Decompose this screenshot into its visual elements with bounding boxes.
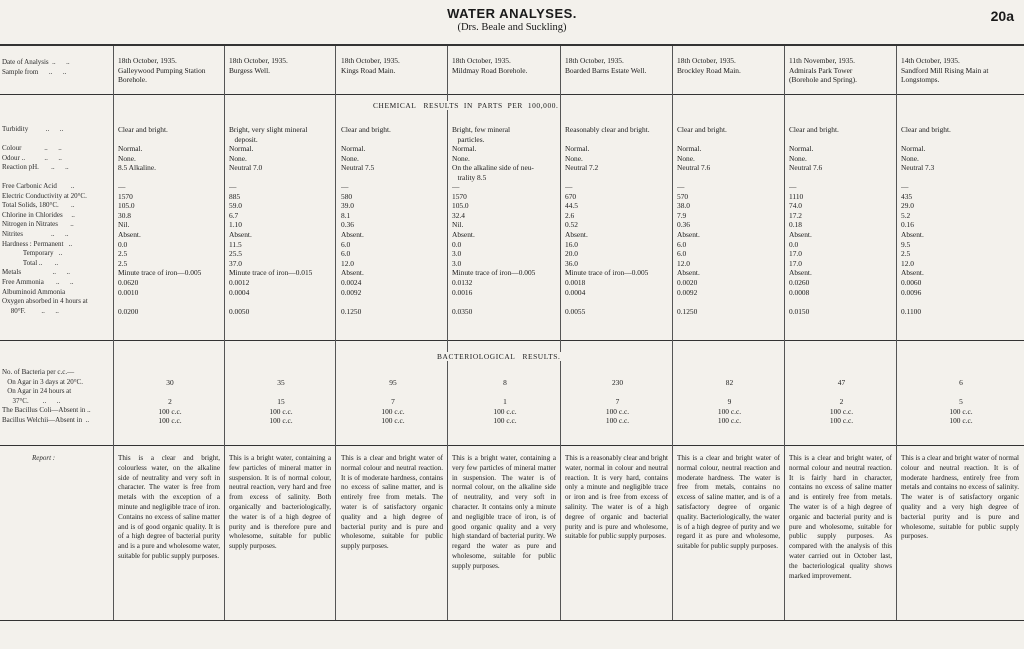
bacterial-results: 82 9 100 c.c. 100 c.c. [717, 378, 742, 426]
chemical-labels: Free Carbonic Acid .. Electric Conductivity at 20°C. Total Solids, 180°C. .. Chlorine in Chlorides .. Nitrogen in Nitrates .. Nitrites .. .. Hardness : Permanent .. Temporary .. Total .. .. Metals .. .. Free Ammonia .. .. Albuminoid Ammonia Oxygen absorbed in 4 hours at 80°F. .. .. [2, 182, 88, 315]
sample-header: 18th October, 1935. Boarded Barns Estate Well. [565, 56, 647, 75]
report-label: Report : [32, 454, 56, 462]
sample-header: 18th October, 1935. Burgess Well. [229, 56, 288, 75]
chemical-section-heading: CHEMICAL RESULTS IN PARTS PER 100,000. [373, 101, 559, 110]
report-text: This is a clear and bright water, of normal colour and neutral reaction. It is fairly hard in character, contains no excess of saline matter and is entirely free from metals. The water is of a high degree of organic and bacterial purity and is pure and wholesome, suitable for public supply purposes. As compared with the analysis of this water carried out in October last, the bacteriological quality shows marked improvement. [789, 454, 892, 580]
chemical-rule [0, 340, 1024, 341]
sample-header: 18th October, 1935. Galleywood Pumping Station Borehole. [118, 56, 206, 85]
chemical-results: — 670 44.5 2.6 0.52 Absent. 16.0 20.0 36.0 Minute trace of iron—0.005 0.0018 0.0004 0.0055 [565, 182, 649, 316]
physical-results: Clear and bright. Normal. None. Neutral 7.6 [677, 125, 727, 173]
page-title: WATER ANALYSES. [447, 6, 577, 21]
bacterial-results: 47 2 100 c.c. 100 c.c. [829, 378, 854, 426]
bacterial-results: 95 7 100 c.c. 100 c.c. [381, 378, 405, 426]
bacterial-results: 230 7 100 c.c. 100 c.c. [605, 378, 630, 426]
physical-results: Clear and bright. Normal. None. Neutral 7.6 [789, 125, 839, 173]
report-text: This is a bright water, containing a few particles of mineral matter in suspension. It is of normal colour, neutral reaction, very hard and free from excess of salinity. Both organically and bacteriologically, the water is of a high degree of purity and is therefore pure and wholesome, suitable for public supply purposes. [229, 454, 331, 551]
top-rule [0, 44, 1024, 46]
bacterial-rule [0, 445, 1024, 446]
column-rule [447, 46, 448, 620]
sample-header: 18th October, 1935. Brockley Road Main. [677, 56, 741, 75]
report-text: This is a clear and bright water of normal colour and neutral reaction. It is of moderate hardness, entirely free from metals and contains no excess of salinity. The water is of satisfactory organic quality and a very high degree of bacterial purity and is pure and wholesome, suitable for public supply purposes. [901, 454, 1019, 541]
column-rule [335, 46, 336, 620]
bacterial-results: 6 5 100 c.c. 100 c.c. [949, 378, 973, 426]
physical-results: Clear and bright. Normal. None. Neutral 7.3 [901, 125, 951, 173]
physical-results: Bright, very slight mineral deposit. Normal. None. Neutral 7.0 [229, 125, 308, 173]
column-rule [560, 46, 561, 620]
chemical-results: — 885 59.0 6.7 1.10 Absent. 11.5 25.5 37.0 Minute trace of iron—0.015 0.0012 0.0004 0.0050 [229, 182, 313, 316]
chemical-results: — 435 29.0 5.2 0.16 Absent. 9.5 2.5 12.0 Absent. 0.0060 0.0096 0.1100 [901, 182, 924, 316]
chemical-results: — 1570 105.0 30.8 Nil. Absent. 0.0 2.5 2.5 Minute trace of iron—0.005 0.0620 0.0010 0.0200 [118, 182, 202, 316]
bacterial-results: 8 1 100 c.c. 100 c.c. [493, 378, 517, 426]
report-text: This is a clear and bright water of normal colour and neutral reaction. It is of moderate hardness, contains no excess of saline matter, and is entirely free from metals. The water is of satisfactory organic quality and a high degree of bacterial purity and is pure and wholesome, suitable for public supply purposes. [341, 454, 443, 551]
report-text: This is a clear and bright water of normal colour, neutral reaction and moderate hardness. The water is free from metals, contains no excess of saline matter, and is of a satisfactory degree of organic quality. Bacteriologically, the water is of a high degree of purity and we regard it as pure and wholesome, suitable for public supply purposes. [677, 454, 780, 551]
physical-results: Clear and bright. Normal. None. 8.5 Alkaline. [118, 125, 168, 173]
column-rule [784, 46, 785, 620]
bacterial-labels: No. of Bacteria per c.c.— On Agar in 3 days at 20°C. On Agar in 24 hours at 37°C. .. .. The Bacillus Coli—Absent in .. Bacillus Welchii—Absent in .. [2, 368, 91, 424]
bacterial-results: 35 15 100 c.c. 100 c.c. [269, 378, 293, 426]
date-sample-labels: Date of Analysis .. .. Sample from .. .. [2, 58, 70, 76]
column-rule [113, 46, 114, 620]
column-rule [224, 46, 225, 620]
physical-labels: Turbidity .. .. Colour .. .. Odour .. .. .. Reaction pH. .. .. [2, 125, 69, 172]
bacterial-results: 30 2 100 c.c. 100 c.c. [158, 378, 182, 426]
chemical-results: — 570 38.0 7.9 0.36 Absent. 6.0 6.0 12.0 Absent. 0.0020 0.0092 0.1250 [677, 182, 700, 316]
report-text: This is a bright water, containing a very few particles of mineral matter in suspension. The water is of normal colour, on the alkaline side of neutrality, and very soft in character. It contains only a minute and negligible trace of iron, is of good organic quality and a very high standard of bacterial purity. We regard the water as pure and wholesome, suitable for public supply purposes. [452, 454, 556, 570]
header-rule [0, 94, 1024, 95]
report-text: This is a clear and bright, colourless water, on the alkaline side of neutrality and very soft in character. The water is free from metals with the exception of a minute and negligible trace of iron. Contains no excess of saline matter and is of good organic quality. It is of a high degree of bacterial purity and is a pure and wholesome water, suitable for public supply purposes. [118, 454, 220, 560]
sample-header: 18th October, 1935. Kings Road Main. [341, 56, 400, 75]
page-number: 20a [990, 8, 1014, 24]
sample-header: 18th October, 1935. Mildmay Road Borehole. [452, 56, 528, 75]
column-rule [672, 46, 673, 620]
chemical-results: — 1110 74.0 17.2 0.18 Absent. 0.0 17.0 17.0 Absent. 0.0260 0.0008 0.0150 [789, 182, 812, 316]
sample-header: 14th October, 1935. Sandford Mill Rising Main at Longstomps. [901, 56, 989, 85]
chemical-results: — 580 39.0 8.1 0.36 Absent. 6.0 6.0 12.0 Absent. 0.0024 0.0092 0.1250 [341, 182, 364, 316]
chemical-results: — 1570 105.0 32.4 Nil. Absent. 0.0 3.0 3.0 Minute trace of iron—0.005 0.0132 0.0016 0.0350 [452, 182, 536, 316]
bottom-rule [0, 620, 1024, 621]
page-subtitle: (Drs. Beale and Suckling) [457, 22, 567, 33]
bacteriological-section-heading: BACTERIOLOGICAL RESULTS. [437, 352, 561, 361]
physical-results: Clear and bright. Normal. None. Neutral 7.5 [341, 125, 391, 173]
report-text: This is a reasonably clear and bright water, normal in colour and neutral reaction. It is very hard, contains only a minute and negligible trace or iron and is free from excess of salinity. The water is of a high degree of organic and bacterial purity and is pure and wholesome, suitable for public supply purposes. [565, 454, 668, 541]
physical-results: Bright, few mineral particles. Normal. None. On the alkaline side of neu- trality 8.5 [452, 125, 534, 182]
column-rule [896, 46, 897, 620]
sample-header: 11th November, 1935. Admirals Park Tower (Borehole and Spring). [789, 56, 857, 85]
physical-results: Reasonably clear and bright. Normal. None. Neutral 7.2 [565, 125, 650, 173]
